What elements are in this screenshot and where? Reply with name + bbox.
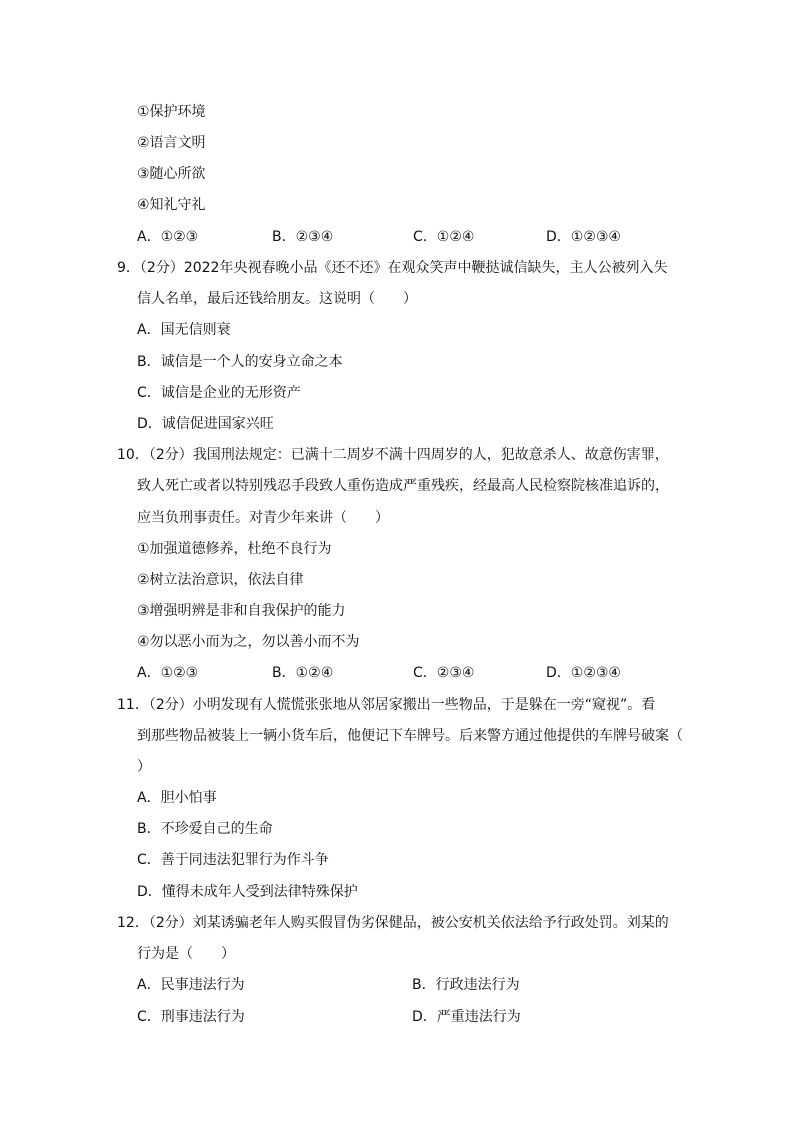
q12-stem-line-1: 12．（2分）刘某诱骗老年人购买假冒伪劣保健品，被公安机关依法给予行政处罚。刘某的 bbox=[117, 915, 669, 931]
q8-statement-1: ①保护环境 bbox=[137, 104, 206, 120]
q10-statement-1: ①加强道德修养，杜绝不良行为 bbox=[137, 541, 332, 557]
q11-stem-line-3: ） bbox=[137, 759, 151, 775]
q8-option-d: D．①②③④ bbox=[546, 229, 621, 245]
q10-statement-3: ③增强明辨是非和自我保护的能力 bbox=[137, 603, 346, 619]
q10-option-b: B．①②④ bbox=[272, 665, 334, 681]
q12-option-d: D．严重违法行为 bbox=[412, 1009, 521, 1025]
q9-option-b: B．诚信是一个人的安身立命之本 bbox=[137, 354, 343, 370]
q11-option-b: B．不珍爱自己的生命 bbox=[137, 821, 273, 837]
q8-statement-4: ④知礼守礼 bbox=[137, 197, 206, 213]
q10-statement-2: ②树立法治意识，依法自律 bbox=[137, 572, 304, 588]
q10-statement-4: ④勿以恶小而为之，勿以善小而不为 bbox=[137, 634, 360, 650]
q9-option-a: A．国无信则衰 bbox=[137, 322, 231, 338]
q8-statement-3: ③随心所欲 bbox=[137, 166, 206, 182]
q8-option-a: A．①②③ bbox=[137, 229, 199, 245]
q11-stem-line-1: 11．（2分）小明发现有人慌慌张张地从邻居家搬出一些物品，于是躲在一旁“窥视”。看 bbox=[117, 697, 656, 713]
q9-option-d: D．诚信促进国家兴旺 bbox=[137, 416, 274, 432]
q10-option-c: C．②③④ bbox=[413, 665, 475, 681]
q10-stem-line-1: 10．（2分）我国刑法规定：已满十二周岁不满十四周岁的人，犯故意杀人、故意伤害罪， bbox=[117, 447, 669, 463]
q11-option-c: C．善于同违法犯罪行为作斗争 bbox=[137, 852, 329, 868]
q11-stem-line-2: 到那些物品被装上一辆小货车后，他便记下车牌号。后来警方通过他提供的车牌号破案（ bbox=[137, 728, 683, 744]
q10-stem-line-3: 应当负刑事责任。对青少年来讲（ ） bbox=[137, 510, 389, 526]
q11-option-a: A．胆小怕事 bbox=[137, 790, 217, 806]
q12-option-c: C．刑事违法行为 bbox=[137, 1009, 245, 1025]
q8-statement-2: ②语言文明 bbox=[137, 135, 206, 151]
q9-option-c: C．诚信是企业的无形资产 bbox=[137, 385, 301, 401]
q12-option-a: A．民事违法行为 bbox=[137, 977, 245, 993]
q10-option-a: A．①②③ bbox=[137, 665, 199, 681]
q9-stem-line-2: 信人名单，最后还钱给朋友。这说明（ ） bbox=[137, 291, 417, 307]
q11-option-d: D．懂得未成年人受到法律特殊保护 bbox=[137, 884, 358, 900]
q10-stem-line-2: 致人死亡或者以特别残忍手段致人重伤造成严重残疾，经最高人民检察院核准追诉的， bbox=[137, 478, 669, 494]
q12-stem-line-2: 行为是（ ） bbox=[137, 946, 235, 962]
q8-option-c: C．①②④ bbox=[413, 229, 475, 245]
q10-option-d: D．①②③④ bbox=[546, 665, 621, 681]
q9-stem-line-1: 9．（2分）2022年央视春晚小品《还不还》在观众笑声中鞭挞诚信缺失，主人公被列入失 bbox=[117, 260, 668, 276]
q12-option-b: B．行政违法行为 bbox=[412, 977, 520, 993]
q8-option-b: B．②③④ bbox=[272, 229, 334, 245]
